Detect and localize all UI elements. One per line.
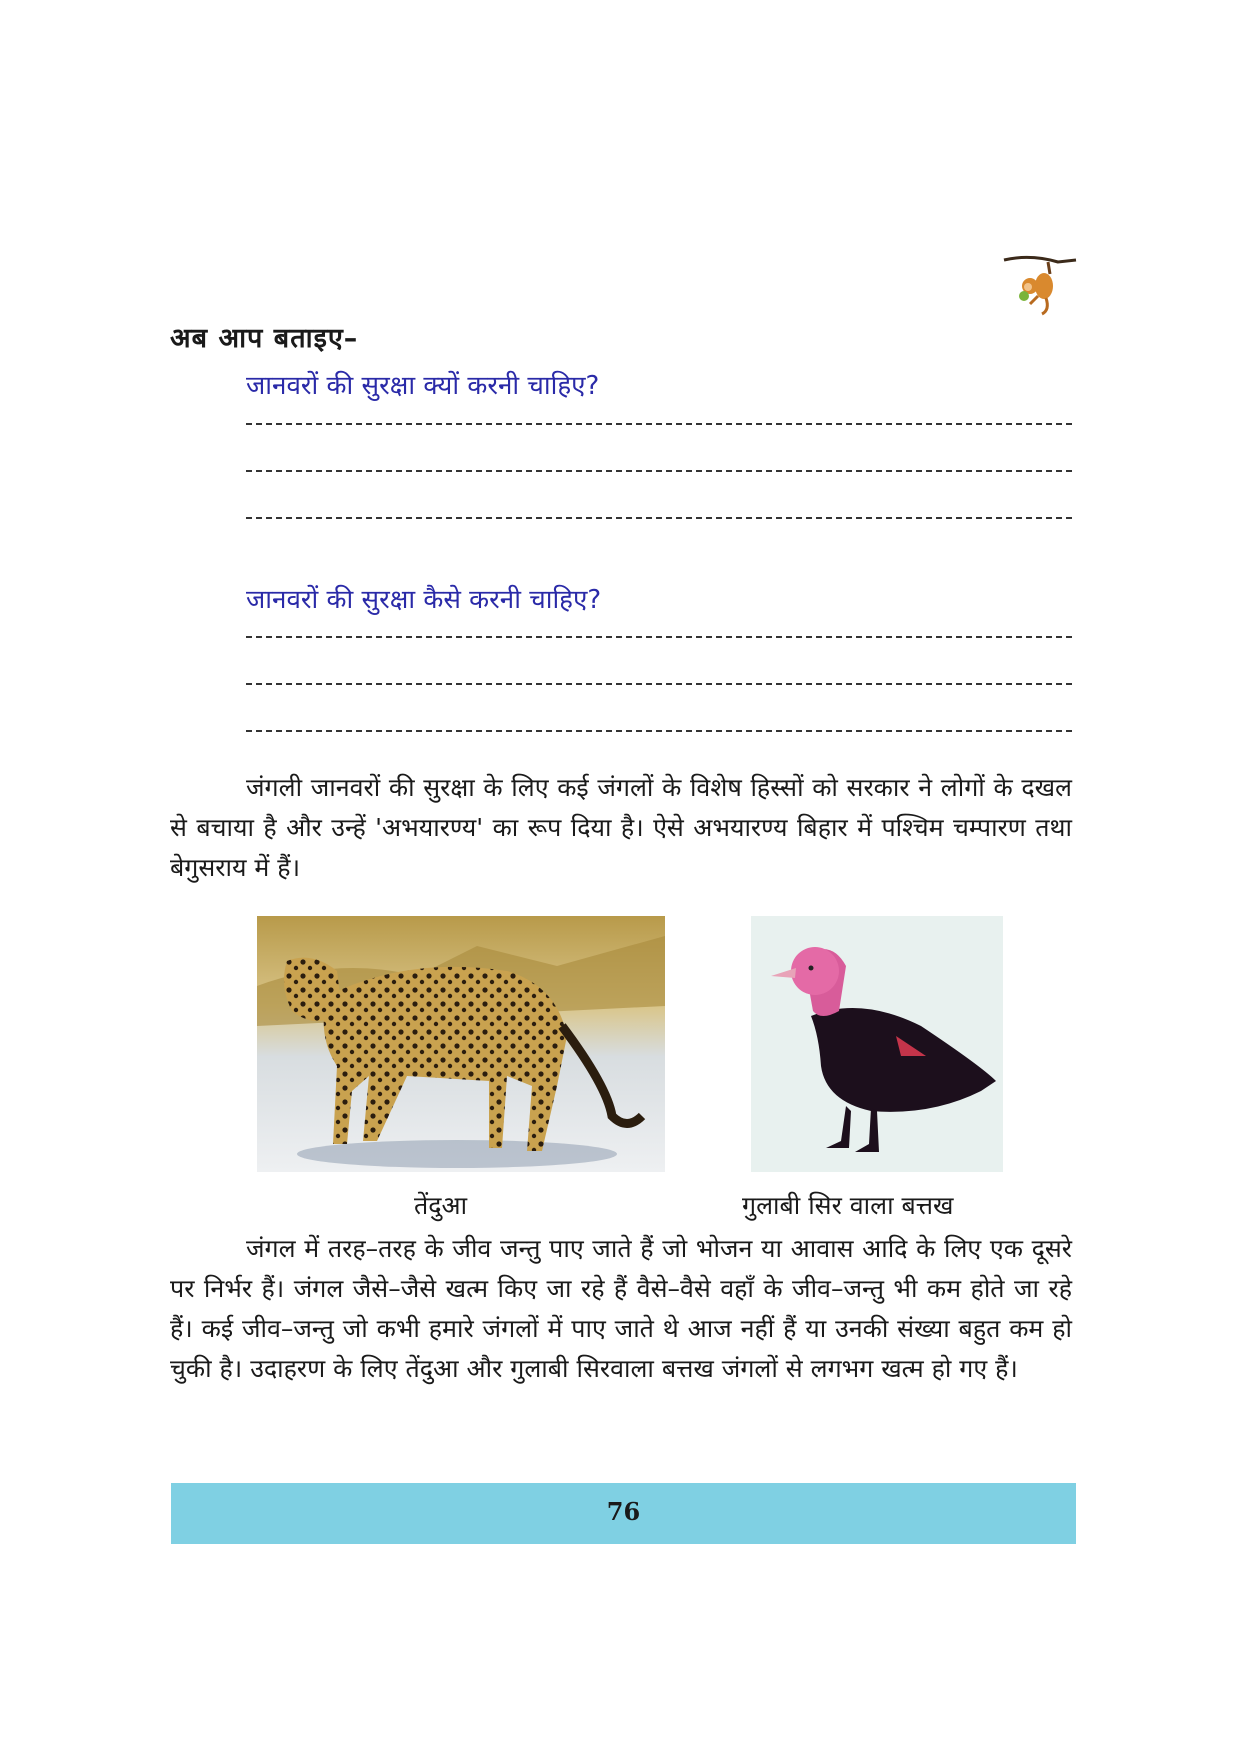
question-how: जानवरों की सुरक्षा कैसे करनी चाहिए?	[246, 585, 602, 615]
paragraph-sanctuary	[170, 768, 1072, 888]
section-heading: अब आप बताइए–	[170, 323, 359, 354]
paragraph-wildlife	[170, 1229, 1072, 1389]
duck-caption: गुलाबी सिर वाला बत्तख	[742, 1191, 954, 1220]
footer-bar	[171, 1483, 1076, 1544]
answer-line[interactable]	[246, 423, 1072, 425]
answer-line[interactable]	[246, 636, 1072, 638]
page-number: 76	[606, 1497, 641, 1526]
paragraph-wildlife-text: जंगल में तरह–तरह के जीव जन्तु पाए जाते हैं जो भोजन या आवास आदि के लिए एक दूसरे पर निर्भर हैं। जंगल जैसे–जैसे खत्म किए जा रहे हैं वैसे–वैसे वहाँ के जीव–जन्तु भी कम होते जा रहे हैं। कई जीव–जन्तु जो कभी हमारे जंगलों में पाए जाते थे आज नहीं हैं या उनकी संख्या बहुत कम हो चुकी है। उदाहरण के लिए तेंदुआ और गुलाबी सिरवाला बत्तख जंगलों से लगभग खत्म हो गए हैं।	[170, 1234, 1072, 1383]
answer-line[interactable]	[246, 683, 1072, 685]
monkey-icon	[1000, 252, 1078, 318]
answer-line[interactable]	[246, 517, 1072, 519]
leopard-caption: तेंदुआ	[414, 1191, 468, 1220]
answer-line[interactable]	[246, 730, 1072, 732]
leopard-photo	[257, 916, 665, 1172]
pink-headed-duck-photo	[751, 916, 1003, 1172]
answer-line[interactable]	[246, 470, 1072, 472]
question-why: जानवरों की सुरक्षा क्यों करनी चाहिए?	[246, 371, 600, 401]
paragraph-sanctuary-text: जंगली जानवरों की सुरक्षा के लिए कई जंगलों के विशेष हिस्सों को सरकार ने लोगों के दखल से बचाया है और उन्हें 'अभयारण्य' का रूप दिया है। ऐसे अभयारण्य बिहार में पश्चिम चम्पारण तथा बेगुसराय में हैं।	[170, 773, 1072, 882]
